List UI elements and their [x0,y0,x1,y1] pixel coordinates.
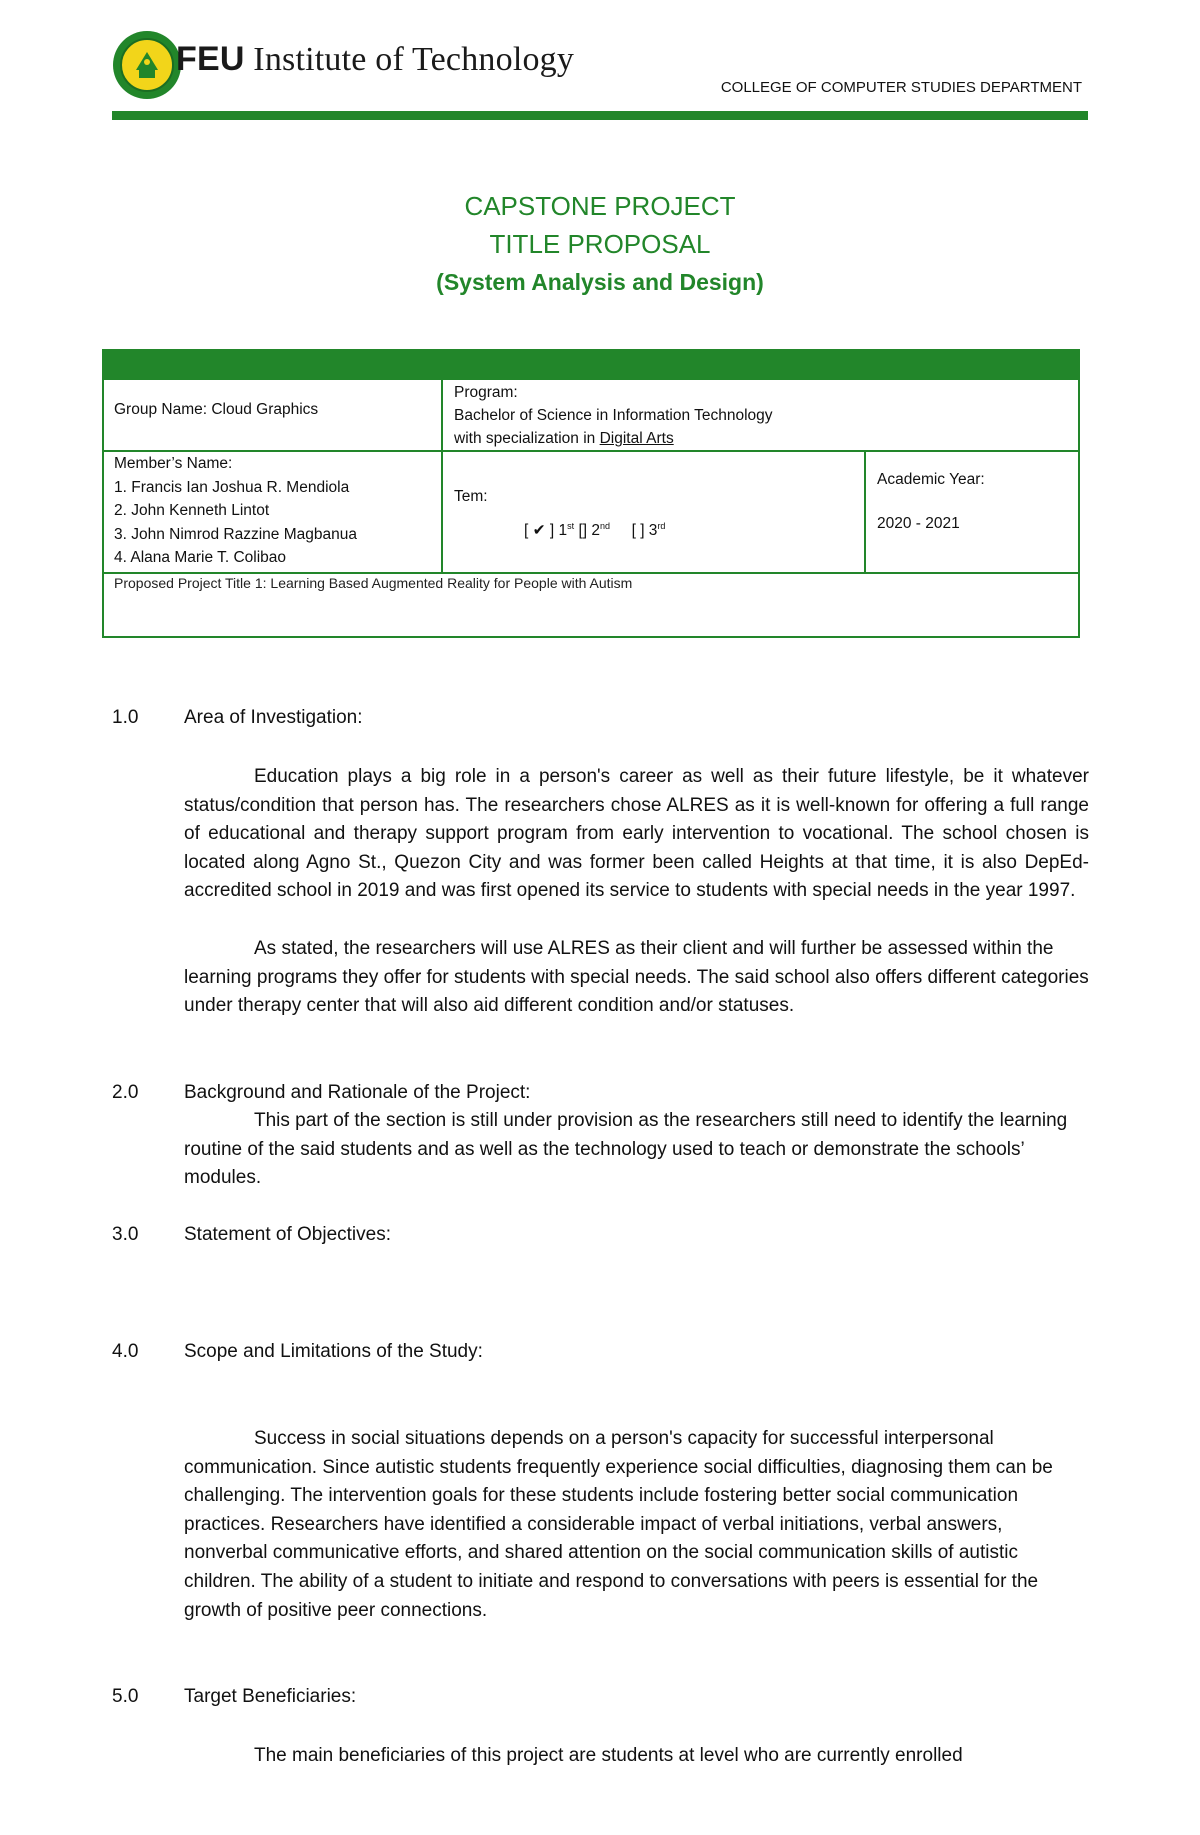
section-1-number: 1.0 [112,707,139,728]
member-name: 3. John Nimrod Razzine Magbanua [114,525,357,543]
section-3-number: 3.0 [112,1224,139,1245]
section-1-paragraph-1-text: Education plays a big role in a person's career as well as their future lifestyle, be it whatever status/condition that person has. The researchers chose ALRES as it is well-known for offering a full range of educational and therapy support program from early intervention to vocational. The school chosen is located along Agno St., Quezon City and was former been called Heights at that time, it is also DepEd-accredited school in 2019 and was first opened its service to students with special needs in the year 1997. [184,766,1089,902]
project-info-table [102,349,1080,638]
title-proposal: TITLE PROPOSAL [489,229,711,259]
section-1-paragraph-2 [184,935,1089,1021]
program-degree: Bachelor of Science in Information Technology [454,407,773,424]
section-2-title: Background and Rationale of the Project: [184,1082,531,1103]
section-5-number: 5.0 [112,1686,139,1707]
proposed-title: Proposed Project Title 1: Learning Based Augmented Reality for People with Autism [114,575,633,591]
section-2-number: 2.0 [112,1082,139,1103]
member-name: 1. Francis Ian Joshua R. Mendiola [114,478,350,496]
institution-prefix: FEU [176,40,245,78]
section-1-paragraph-2-text: As stated, the researchers will use ALRES as their client and will further be assessed within the learning programs they offer for students with special needs. The said school also offers different categories under therapy center that will also aid different condition and/or statuses. [184,938,1089,1017]
program-major: Digital Arts [599,430,674,447]
program-specialization [454,427,773,450]
program-specialization-prefix: with specialization in [454,430,600,447]
col-divider-2 [864,450,866,572]
academic-year-label: Academic Year: [877,471,985,488]
program-label: Program: [454,384,518,401]
section-5-paragraph-1 [184,1742,1089,1771]
header-divider [112,111,1088,120]
term-third-sup: rd [657,521,666,531]
group-name: Group Name: Cloud Graphics [114,401,319,418]
section-5-title: Target Beneficiaries: [184,1686,357,1707]
section-4-title: Scope and Limitations of the Study: [184,1341,483,1362]
section-1-title: Area of Investigation: [184,707,363,728]
feu-seal-logo [112,30,182,100]
term-second-option: [] 2 [574,522,601,540]
section-2-paragraph-1 [184,1107,1089,1193]
members-label: Member’s Name: [114,455,233,472]
page-header [112,30,1088,120]
table-header-bar [104,351,1078,380]
department-name: COLLEGE OF COMPUTER STUDIES DEPARTMENT [720,79,1082,96]
section-1-paragraph-1 [184,763,1089,906]
academic-year-value: 2020 - 2021 [877,515,960,532]
term-first-option: [ ✔ ] 1 [524,522,568,540]
term-label: Tem: [454,488,488,505]
institution-name [176,40,574,79]
section-4-number: 4.0 [112,1341,139,1362]
section-5-paragraph-1-text: The main beneficiaries of this project are students at level who are currently enrolled [254,1745,963,1766]
section-3-title: Statement of Objectives: [184,1224,391,1245]
term-options [524,514,665,543]
title-subtitle: (System Analysis and Design) [436,269,764,295]
member-name: 4. Alana Marie T. Colibao [114,549,287,566]
term-first-sup: st [567,521,575,531]
title-capstone: CAPSTONE PROJECT [464,191,736,221]
document-titles [0,188,1200,300]
members-cell [114,452,357,570]
section-2-paragraph-1-text: This part of the section is still under provision as the researchers still need to identify the learning routine of the said students and as well as the technology used to teach or demonstrate the schools’ modules. [184,1110,1068,1189]
member-name: 2. John Kenneth Lintot [114,502,270,519]
section-4-paragraph-1-text: Success in social situations depends on a person's capacity for successful interpersonal communication. Since autistic students frequently experience social difficulties, diagnosing them can be challenging. The intervention goals for these students include fostering better social communication practices. Researchers have identified a considerable impact of verbal initiations, verbal answers, nonverbal communicative efforts, and shared attention on the social communication skills of autistic children. The ability of a student to initiate and respond to conversations with peers is essential for the growth of positive peer connections. [184,1428,1053,1621]
program-cell [454,381,773,450]
section-4-paragraph-1 [184,1425,1089,1625]
institution-rest: Institute of Technology [244,41,575,78]
term-second-sup: nd [600,521,611,531]
term-third-option: [ ] 3 [631,522,658,540]
col-divider-1 [441,380,443,572]
